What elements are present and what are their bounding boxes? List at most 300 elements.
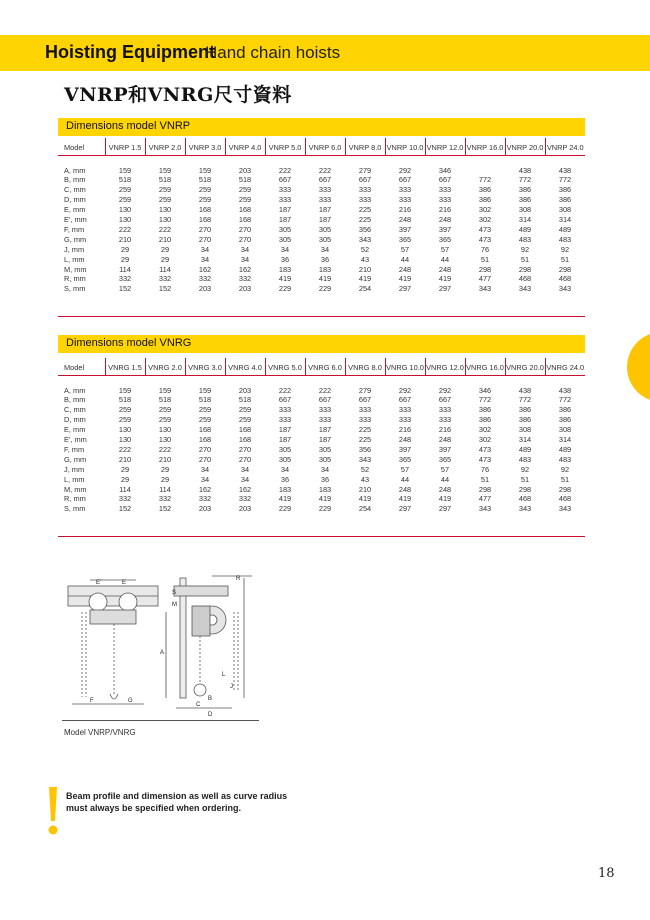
- dimension-value: 51: [520, 254, 530, 264]
- dimension-value: 168: [238, 205, 252, 215]
- dimension-value: 216: [438, 425, 452, 435]
- table-row: [58, 465, 585, 475]
- dimension-value: 34: [240, 464, 250, 474]
- dimension-value: 222: [118, 224, 132, 234]
- dimension-value: [465, 155, 505, 175]
- dimension-value: 298: [558, 484, 572, 494]
- table-row: [58, 435, 585, 445]
- table-header-cell: VNRP 10.0: [385, 138, 425, 155]
- dimension-label: M, mm: [64, 484, 87, 494]
- dimension-value: 365: [438, 454, 452, 464]
- dimension-value: 210: [118, 234, 132, 244]
- dimension-value: 386: [478, 405, 492, 415]
- dimension-value: 159: [158, 165, 172, 175]
- dimension-value: 332: [158, 274, 172, 284]
- table-header-model: Model: [58, 138, 105, 155]
- dimension-value: 222: [158, 444, 172, 454]
- dimension-value: 229: [318, 284, 332, 294]
- dimension-value: 489: [558, 444, 572, 454]
- table-header-cell: VNRG 1.5: [105, 358, 145, 375]
- dimension-value: 298: [478, 484, 492, 494]
- dimension-value: 248: [398, 264, 412, 274]
- dimension-label: R, mm: [64, 494, 86, 504]
- dimension-value: 386: [478, 415, 492, 425]
- header-title: Hoisting Equipment: [45, 42, 215, 62]
- table-row: [58, 405, 585, 415]
- label-j: J: [230, 684, 233, 690]
- hoist-dimension-drawing: [62, 572, 262, 720]
- dimension-value: 270: [198, 234, 212, 244]
- dimension-value: 343: [558, 504, 572, 514]
- dimension-label: M, mm: [64, 264, 87, 274]
- dimension-value: 44: [440, 474, 450, 484]
- dimension-value: 343: [518, 284, 532, 294]
- dimension-value: 518: [118, 175, 132, 185]
- table-header-cell: VNRG 20.0: [505, 358, 545, 375]
- dimension-value: 162: [198, 484, 212, 494]
- dimension-value: 333: [318, 415, 332, 425]
- dimension-value: 168: [198, 435, 212, 445]
- exclamation-icon: [46, 785, 60, 837]
- dimension-value: 419: [398, 274, 412, 284]
- dimension-value: 356: [358, 224, 372, 234]
- dimension-value: 489: [558, 224, 572, 234]
- label-f: F: [90, 698, 94, 704]
- table-row: [58, 455, 585, 465]
- hand-chain-right: [234, 612, 238, 692]
- dimension-value: 159: [198, 385, 212, 395]
- dimension-value: 259: [118, 185, 132, 195]
- table-row: [58, 235, 585, 245]
- dimension-label: A, mm: [64, 165, 86, 175]
- hoist-body-left: [90, 610, 136, 624]
- dimension-value: 386: [518, 195, 532, 205]
- ordering-note-line-1: Beam profile and dimension as well as curve radius: [66, 791, 288, 801]
- dimension-value: 187: [318, 425, 332, 435]
- dimension-value: 222: [158, 224, 172, 234]
- table-header-cell: VNRP 4.0: [225, 138, 265, 155]
- dimension-value: 473: [478, 454, 492, 464]
- dimension-value: 29: [120, 254, 130, 264]
- chinese-title: VNRP和VNRG尺寸資料: [64, 84, 292, 106]
- dimension-value: 270: [198, 224, 212, 234]
- dimension-value: 34: [200, 244, 210, 254]
- dimension-value: 518: [158, 175, 172, 185]
- dimension-value: 43: [360, 474, 370, 484]
- dimension-value: 259: [198, 195, 212, 205]
- dimension-value: 667: [438, 175, 452, 185]
- label-r: R: [236, 576, 241, 582]
- table-row: [58, 375, 585, 395]
- dimension-value: 297: [398, 284, 412, 294]
- dimension-value: 298: [518, 264, 532, 274]
- dimension-value: 667: [278, 395, 292, 405]
- dimension-value: 346: [478, 385, 492, 395]
- dimension-value: 667: [318, 175, 332, 185]
- dimension-value: 130: [118, 205, 132, 215]
- dimension-value: 29: [120, 244, 130, 254]
- dimension-value: 314: [518, 215, 532, 225]
- vnrp-bottom-rule: [58, 316, 585, 317]
- dimension-value: 259: [118, 405, 132, 415]
- dimension-value: 222: [318, 385, 332, 395]
- dimension-value: 29: [160, 254, 170, 264]
- dimension-value: 51: [560, 474, 570, 484]
- dimension-value: 222: [278, 165, 292, 175]
- dimension-value: 187: [278, 205, 292, 215]
- dimension-value: 343: [518, 504, 532, 514]
- trolley-wheel-right: [119, 593, 137, 611]
- dimension-value: 518: [198, 175, 212, 185]
- dimension-value: 483: [518, 234, 532, 244]
- dimension-value: 302: [478, 435, 492, 445]
- dimension-value: 57: [400, 244, 410, 254]
- dimension-value: 92: [520, 244, 530, 254]
- table-row: [58, 415, 585, 425]
- label-a: A: [160, 650, 165, 656]
- dimension-value: 333: [278, 195, 292, 205]
- dimension-value: 248: [398, 215, 412, 225]
- dimension-value: 270: [238, 234, 252, 244]
- label-m: M: [172, 602, 177, 608]
- table-header-cell: VNRG 12.0: [425, 358, 465, 375]
- dimension-value: 168: [198, 215, 212, 225]
- dimension-value: 92: [560, 244, 570, 254]
- label-b: B: [208, 696, 213, 702]
- dimension-value: 187: [278, 435, 292, 445]
- table-header-cell: VNRP 8.0: [345, 138, 385, 155]
- dimension-value: 332: [198, 494, 212, 504]
- table-row: [58, 225, 585, 235]
- dimension-value: 483: [558, 454, 572, 464]
- dimension-value: 518: [118, 395, 132, 405]
- dimension-value: 29: [160, 464, 170, 474]
- dimension-label: S, mm: [64, 504, 86, 514]
- dimension-value: 667: [358, 395, 372, 405]
- dimension-label: C, mm: [64, 405, 86, 415]
- dimension-value: 333: [278, 405, 292, 415]
- dimension-value: 305: [318, 234, 332, 244]
- dimension-value: 36: [280, 474, 290, 484]
- dimension-value: 34: [200, 464, 210, 474]
- dimension-value: 57: [440, 464, 450, 474]
- ordering-note-line-2: must always be specified when ordering.: [66, 803, 242, 813]
- dimension-label: G, mm: [64, 234, 87, 244]
- dimension-value: 210: [158, 454, 172, 464]
- dimension-label: D, mm: [64, 415, 86, 425]
- dimension-value: 772: [518, 395, 532, 405]
- dimension-value: 130: [158, 435, 172, 445]
- dimension-value: 386: [478, 195, 492, 205]
- label-g: G: [128, 698, 133, 704]
- dimension-value: 92: [560, 464, 570, 474]
- dimension-value: 314: [558, 435, 572, 445]
- dimension-value: 216: [438, 205, 452, 215]
- dimension-value: 386: [558, 185, 572, 195]
- dimension-label: B, mm: [64, 395, 86, 405]
- table-row: [58, 274, 585, 284]
- dimension-value: 386: [558, 415, 572, 425]
- table-row: [58, 195, 585, 205]
- dimension-value: 438: [518, 385, 532, 395]
- dimension-value: 210: [118, 454, 132, 464]
- dimension-value: 667: [398, 175, 412, 185]
- dimension-value: 305: [318, 444, 332, 454]
- dimension-value: 259: [198, 185, 212, 195]
- dimension-value: 333: [318, 195, 332, 205]
- dimension-value: 34: [240, 474, 250, 484]
- dimension-value: 203: [198, 504, 212, 514]
- dimension-value: 438: [518, 165, 532, 175]
- dimension-value: 518: [198, 395, 212, 405]
- dimension-value: 43: [360, 254, 370, 264]
- dimension-value: 187: [318, 205, 332, 215]
- dimension-value: 36: [320, 474, 330, 484]
- table-row: [58, 425, 585, 435]
- dimension-value: 57: [440, 244, 450, 254]
- dimension-value: 468: [518, 494, 532, 504]
- dimension-value: 130: [158, 215, 172, 225]
- trolley-wheel-left: [89, 593, 107, 611]
- table-header-cell: VNRG 6.0: [305, 358, 345, 375]
- table-header-row: [58, 138, 585, 155]
- dimension-value: 203: [198, 284, 212, 294]
- dimension-value: 52: [360, 464, 370, 474]
- dimension-value: 248: [398, 484, 412, 494]
- dimension-value: 477: [478, 274, 492, 284]
- dimension-value: 333: [358, 195, 372, 205]
- dimension-value: 333: [318, 185, 332, 195]
- dimension-value: 152: [118, 504, 132, 514]
- hook-left: [110, 694, 118, 699]
- dimension-value: 210: [158, 234, 172, 244]
- table-row: [58, 494, 585, 504]
- dimension-value: 270: [198, 444, 212, 454]
- table-header-cell: VNRP 6.0: [305, 138, 345, 155]
- dimension-value: 248: [438, 264, 452, 274]
- dimension-value: 259: [238, 185, 252, 195]
- dimension-value: 343: [358, 234, 372, 244]
- dimension-value: 270: [198, 454, 212, 464]
- dimension-value: 183: [318, 484, 332, 494]
- dimension-value: 210: [358, 264, 372, 274]
- dimension-value: 203: [238, 385, 252, 395]
- dimension-value: 34: [240, 254, 250, 264]
- dimension-value: 229: [278, 504, 292, 514]
- dimension-value: 34: [240, 244, 250, 254]
- dimension-value: 203: [238, 504, 252, 514]
- dimension-value: 34: [200, 474, 210, 484]
- dimension-value: 259: [238, 195, 252, 205]
- dimension-value: 468: [558, 274, 572, 284]
- dimension-value: 222: [278, 385, 292, 395]
- table-header-cell: VNRG 10.0: [385, 358, 425, 375]
- dimension-value: 225: [358, 425, 372, 435]
- dimension-value: 259: [158, 405, 172, 415]
- label-c: C: [196, 702, 201, 708]
- dimension-value: 183: [278, 264, 292, 274]
- dimension-value: 419: [358, 274, 372, 284]
- table-row: [58, 255, 585, 265]
- label-l: L: [222, 672, 226, 678]
- dimension-value: 397: [398, 444, 412, 454]
- dimension-value: 468: [518, 274, 532, 284]
- table-header-cell: VNRP 24.0: [545, 138, 585, 155]
- table-header-cell: VNRG 3.0: [185, 358, 225, 375]
- dimension-value: 259: [238, 405, 252, 415]
- dimension-value: 483: [518, 454, 532, 464]
- dimension-value: 772: [558, 175, 572, 185]
- dimension-value: 259: [198, 415, 212, 425]
- dimension-value: 183: [278, 484, 292, 494]
- dimension-value: 162: [238, 484, 252, 494]
- dimension-value: 36: [320, 254, 330, 264]
- dimension-value: 34: [200, 254, 210, 264]
- dimension-value: 130: [158, 205, 172, 215]
- dimension-value: 216: [398, 425, 412, 435]
- dimension-value: 114: [159, 264, 171, 274]
- dimension-value: 333: [278, 185, 292, 195]
- dimension-value: 248: [438, 215, 452, 225]
- dimension-value: 302: [478, 205, 492, 215]
- table-header-cell: VNRG 2.0: [145, 358, 185, 375]
- table-header-model: Model: [58, 358, 105, 375]
- dimension-value: 365: [438, 234, 452, 244]
- dimension-value: 44: [400, 474, 410, 484]
- label-e-prime: E': [96, 580, 102, 586]
- dimension-value: 333: [358, 415, 372, 425]
- dimension-value: 229: [318, 504, 332, 514]
- dimension-value: 168: [238, 215, 252, 225]
- table-row: [58, 175, 585, 185]
- dimension-value: 333: [438, 405, 452, 415]
- dimension-value: 292: [398, 165, 412, 175]
- dimension-value: 386: [478, 185, 492, 195]
- dimension-value: 386: [518, 415, 532, 425]
- dimension-value: 419: [318, 494, 332, 504]
- label-d: D: [208, 712, 213, 718]
- dimension-value: 333: [438, 195, 452, 205]
- dimension-value: 203: [238, 165, 252, 175]
- dimension-value: 248: [438, 435, 452, 445]
- dimension-value: 248: [438, 484, 452, 494]
- dimension-value: 332: [118, 494, 132, 504]
- dimension-value: 222: [318, 165, 332, 175]
- dimension-value: 419: [438, 274, 452, 284]
- dimension-value: 772: [558, 395, 572, 405]
- dimension-value: 298: [518, 484, 532, 494]
- dimension-value: 259: [198, 405, 212, 415]
- dimension-value: 187: [278, 425, 292, 435]
- dimension-value: 114: [119, 484, 131, 494]
- dimension-value: 29: [120, 474, 130, 484]
- dimension-value: 279: [358, 385, 372, 395]
- dimension-value: 51: [480, 254, 490, 264]
- dimension-value: 114: [159, 484, 171, 494]
- ordering-note: [66, 790, 326, 814]
- drawing-caption: Model VNRP/VNRG: [64, 728, 136, 737]
- dimension-value: 333: [358, 185, 372, 195]
- dimension-value: 187: [318, 215, 332, 225]
- dimension-value: 168: [198, 425, 212, 435]
- vnrg-bottom-rule: [58, 536, 585, 537]
- dimension-label: E', mm: [64, 435, 87, 445]
- dimension-value: 130: [158, 425, 172, 435]
- dimension-value: 168: [238, 425, 252, 435]
- dimension-value: 667: [358, 175, 372, 185]
- dimension-value: 438: [558, 385, 572, 395]
- dimension-value: 302: [478, 425, 492, 435]
- dimension-value: 308: [558, 425, 572, 435]
- dimension-value: 259: [158, 415, 172, 425]
- dimension-value: 356: [358, 444, 372, 454]
- table-row: [58, 265, 585, 275]
- table-row: [58, 445, 585, 455]
- dimension-value: 159: [118, 385, 132, 395]
- dimension-label: E, mm: [64, 205, 86, 215]
- dimension-value: 314: [558, 215, 572, 225]
- dimension-label: R, mm: [64, 274, 86, 284]
- dimension-value: 225: [358, 205, 372, 215]
- dimension-label: F, mm: [64, 224, 85, 234]
- dimension-value: 259: [238, 415, 252, 425]
- dimension-value: 292: [438, 385, 452, 395]
- dimension-value: 152: [158, 504, 172, 514]
- trolley-frame-right: [174, 586, 228, 596]
- dimension-label: F, mm: [64, 444, 85, 454]
- dimension-value: 52: [360, 244, 370, 254]
- dimension-value: 667: [398, 395, 412, 405]
- dimension-value: 518: [158, 395, 172, 405]
- dimension-value: 305: [278, 234, 292, 244]
- dimension-value: 34: [320, 464, 330, 474]
- dimension-value: 92: [520, 464, 530, 474]
- dimension-value: 259: [158, 185, 172, 195]
- dimension-value: 130: [118, 425, 132, 435]
- dimension-value: 667: [438, 395, 452, 405]
- dimension-value: 332: [198, 274, 212, 284]
- dimension-value: 305: [318, 224, 332, 234]
- table-header-cell: VNRG 5.0: [265, 358, 305, 375]
- dimension-value: 57: [400, 464, 410, 474]
- dimension-value: 333: [398, 405, 412, 415]
- dimension-value: 468: [558, 494, 572, 504]
- dimension-value: 29: [160, 474, 170, 484]
- dimension-value: 305: [318, 454, 332, 464]
- dimension-value: 333: [358, 405, 372, 415]
- dimension-value: 397: [398, 224, 412, 234]
- dimension-value: 259: [118, 195, 132, 205]
- table-row: [58, 485, 585, 495]
- dimension-value: 332: [238, 494, 252, 504]
- dimension-value: 772: [518, 175, 532, 185]
- dimension-label: E', mm: [64, 215, 87, 225]
- dimension-label: D, mm: [64, 195, 86, 205]
- dimension-value: 343: [558, 284, 572, 294]
- dimension-value: 518: [238, 395, 252, 405]
- dimension-value: 76: [480, 244, 490, 254]
- dimension-value: 333: [278, 415, 292, 425]
- dimension-value: 333: [398, 415, 412, 425]
- dimension-value: 332: [158, 494, 172, 504]
- hand-chain-left: [82, 612, 86, 697]
- dimension-value: 259: [158, 195, 172, 205]
- dimension-value: 44: [440, 254, 450, 264]
- bottom-block-right: [194, 684, 206, 696]
- dimension-value: 667: [278, 175, 292, 185]
- table-header-cell: VNRP 3.0: [185, 138, 225, 155]
- dimension-value: 76: [480, 464, 490, 474]
